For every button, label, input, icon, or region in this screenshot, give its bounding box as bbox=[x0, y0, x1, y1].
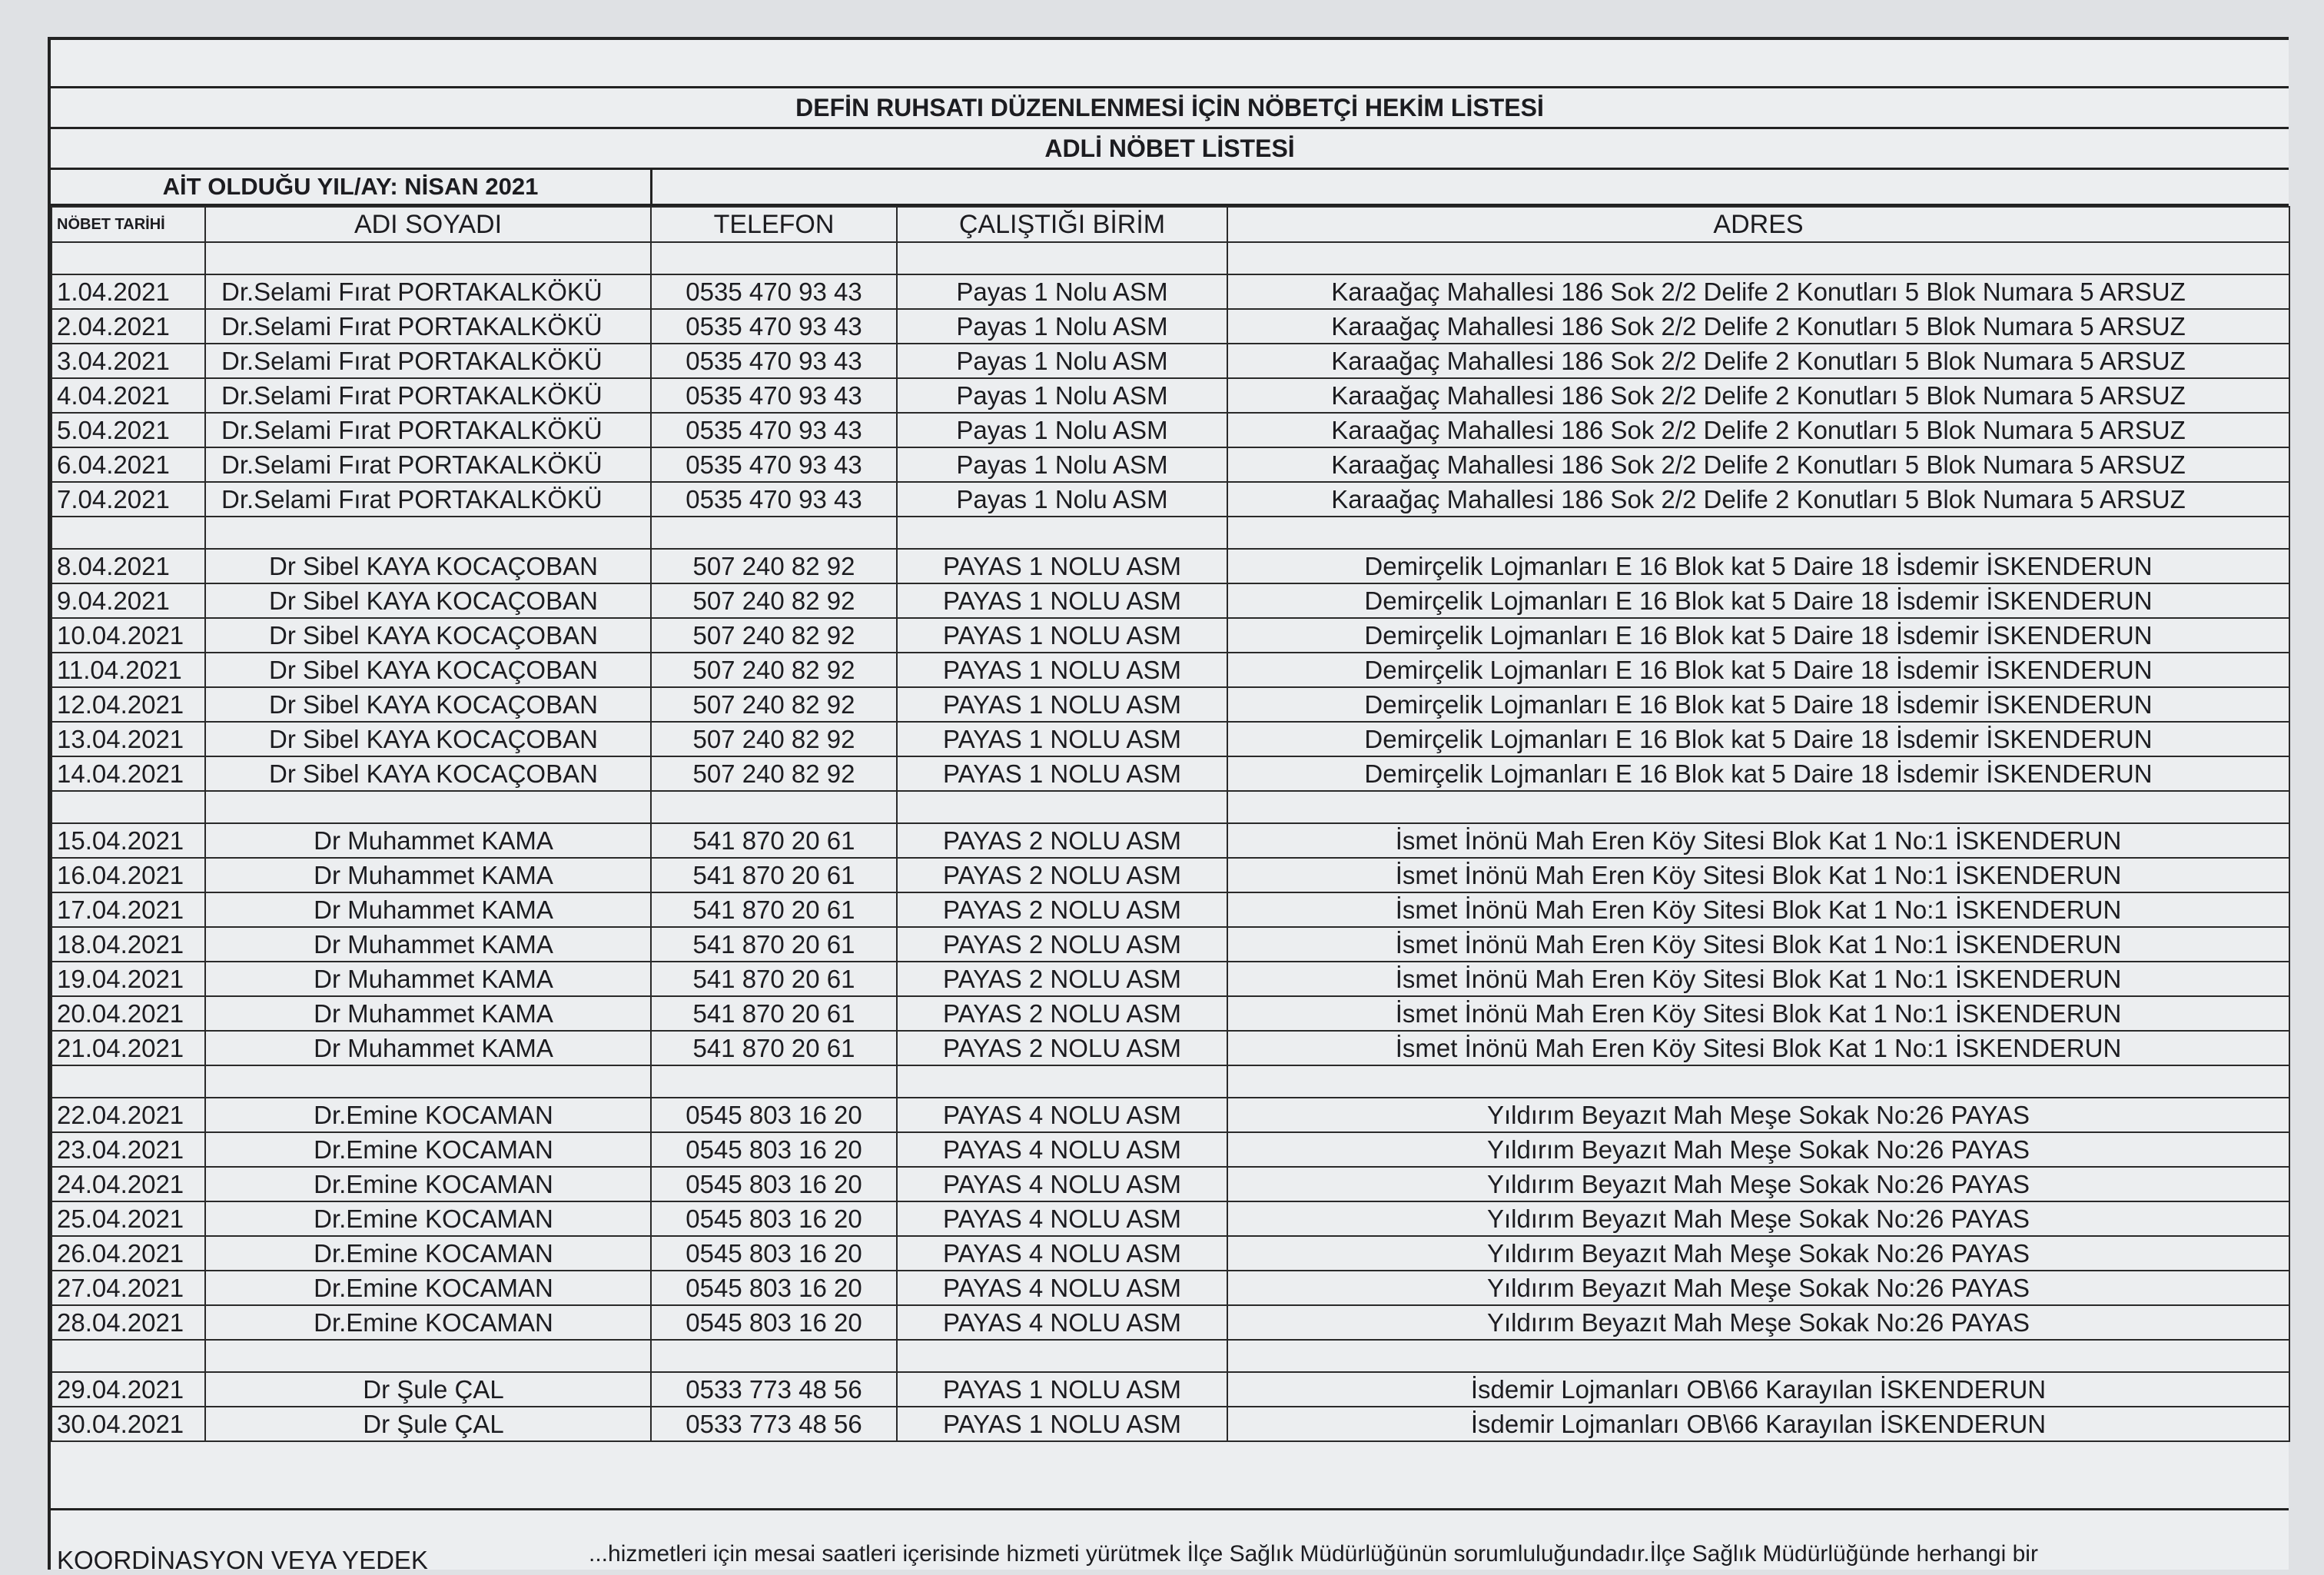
group-spacer-row bbox=[51, 242, 2289, 274]
duty-date-cell: 5.04.2021 bbox=[51, 413, 205, 447]
doctor-name-cell: Dr.Selami Fırat PORTAKALKÖKÜ bbox=[205, 482, 651, 517]
duty-table-body bbox=[51, 242, 2289, 1441]
address-cell: İsmet İnönü Mah Eren Köy Sitesi Blok Kat 1 No:1 İSKENDERUN bbox=[1227, 927, 2289, 962]
unit-cell: PAYAS 2 NOLU ASM bbox=[897, 1031, 1227, 1065]
duty-date-cell: 12.04.2021 bbox=[51, 687, 205, 722]
table-row bbox=[51, 1407, 2289, 1441]
group-spacer-row bbox=[51, 791, 2289, 823]
duty-date-cell: 16.04.2021 bbox=[51, 858, 205, 892]
coordination-label: KOORDİNASYON VEYA YEDEK bbox=[57, 1546, 428, 1574]
unit-cell: Payas 1 Nolu ASM bbox=[897, 378, 1227, 413]
unit-cell: PAYAS 4 NOLU ASM bbox=[897, 1236, 1227, 1271]
table-row bbox=[51, 858, 2289, 892]
phone-cell: 541 870 20 61 bbox=[651, 962, 897, 996]
duty-date-cell: 21.04.2021 bbox=[51, 1031, 205, 1065]
unit-cell: PAYAS 4 NOLU ASM bbox=[897, 1132, 1227, 1167]
address-cell: İsmet İnönü Mah Eren Köy Sitesi Blok Kat 1 No:1 İSKENDERUN bbox=[1227, 1031, 2289, 1065]
doctor-name-cell: Dr.Emine KOCAMAN bbox=[205, 1098, 651, 1132]
duty-date-cell: 24.04.2021 bbox=[51, 1167, 205, 1201]
doctor-name-cell: Dr.Selami Fırat PORTAKALKÖKÜ bbox=[205, 413, 651, 447]
table-row bbox=[51, 1236, 2289, 1271]
unit-cell: PAYAS 2 NOLU ASM bbox=[897, 927, 1227, 962]
unit-cell: Payas 1 Nolu ASM bbox=[897, 274, 1227, 309]
duty-date-cell: 30.04.2021 bbox=[51, 1407, 205, 1441]
table-row bbox=[51, 1167, 2289, 1201]
unit-cell: PAYAS 2 NOLU ASM bbox=[897, 962, 1227, 996]
phone-cell: 0545 803 16 20 bbox=[651, 1271, 897, 1305]
unit-cell: Payas 1 Nolu ASM bbox=[897, 309, 1227, 344]
unit-cell: PAYAS 1 NOLU ASM bbox=[897, 1407, 1227, 1441]
unit-cell: PAYAS 1 NOLU ASM bbox=[897, 722, 1227, 756]
table-row bbox=[51, 413, 2289, 447]
col-header-name: ADI SOYADI bbox=[205, 207, 651, 242]
unit-cell: PAYAS 4 NOLU ASM bbox=[897, 1201, 1227, 1236]
duty-date-cell: 23.04.2021 bbox=[51, 1132, 205, 1167]
unit-cell: PAYAS 2 NOLU ASM bbox=[897, 823, 1227, 858]
doctor-name-cell: Dr Şule ÇAL bbox=[205, 1407, 651, 1441]
col-header-unit: ÇALIŞTIĞI BİRİM bbox=[897, 207, 1227, 242]
phone-cell: 507 240 82 92 bbox=[651, 583, 897, 618]
duty-date-cell: 9.04.2021 bbox=[51, 583, 205, 618]
doctor-name-cell: Dr.Selami Fırat PORTAKALKÖKÜ bbox=[205, 447, 651, 482]
doctor-name-cell: Dr Sibel KAYA KOCAÇOBAN bbox=[205, 549, 651, 583]
doctor-name-cell: Dr Muhammet KAMA bbox=[205, 962, 651, 996]
address-cell: Karaağaç Mahallesi 186 Sok 2/2 Delife 2 Konutları 5 Blok Numara 5 ARSUZ bbox=[1227, 413, 2289, 447]
address-cell: Demirçelik Lojmanları E 16 Blok kat 5 Daire 18 İsdemir İSKENDERUN bbox=[1227, 756, 2289, 791]
period-label: AİT OLDUĞU YIL/AY: NİSAN 2021 bbox=[51, 170, 652, 204]
header-row bbox=[51, 207, 2289, 242]
empty-cell bbox=[51, 242, 205, 274]
duty-date-cell: 2.04.2021 bbox=[51, 309, 205, 344]
period-row bbox=[51, 170, 2289, 206]
phone-cell: 0545 803 16 20 bbox=[651, 1167, 897, 1201]
address-cell: Karaağaç Mahallesi 186 Sok 2/2 Delife 2 Konutları 5 Blok Numara 5 ARSUZ bbox=[1227, 482, 2289, 517]
footer-row bbox=[51, 1508, 2289, 1572]
address-cell: Yıldırım Beyazıt Mah Meşe Sokak No:26 PAYAS bbox=[1227, 1132, 2289, 1167]
empty-cell bbox=[1227, 242, 2289, 274]
address-cell: Demirçelik Lojmanları E 16 Blok kat 5 Daire 18 İsdemir İSKENDERUN bbox=[1227, 653, 2289, 687]
address-cell: Demirçelik Lojmanları E 16 Blok kat 5 Daire 18 İsdemir İSKENDERUN bbox=[1227, 687, 2289, 722]
footer-note: ...hizmetleri için mesai saatleri içerisinde hizmeti yürütmek İlçe Sağlık Müdürlüğünün sorumluluğundadır.İlçe Sağlık Müdürlüğünde herhangi bir bbox=[589, 1541, 2038, 1567]
table-row bbox=[51, 962, 2289, 996]
phone-cell: 507 240 82 92 bbox=[651, 653, 897, 687]
table-row bbox=[51, 892, 2289, 927]
phone-cell: 0545 803 16 20 bbox=[651, 1201, 897, 1236]
duty-date-cell: 19.04.2021 bbox=[51, 962, 205, 996]
table-row bbox=[51, 1098, 2289, 1132]
empty-cell bbox=[205, 1340, 651, 1372]
address-cell: İsmet İnönü Mah Eren Köy Sitesi Blok Kat 1 No:1 İSKENDERUN bbox=[1227, 858, 2289, 892]
unit-cell: PAYAS 1 NOLU ASM bbox=[897, 756, 1227, 791]
table-row bbox=[51, 823, 2289, 858]
table-row bbox=[51, 447, 2289, 482]
unit-cell: Payas 1 Nolu ASM bbox=[897, 413, 1227, 447]
doctor-name-cell: Dr Muhammet KAMA bbox=[205, 823, 651, 858]
table-row bbox=[51, 1271, 2289, 1305]
phone-cell: 0545 803 16 20 bbox=[651, 1132, 897, 1167]
phone-cell: 0535 470 93 43 bbox=[651, 482, 897, 517]
address-cell: Demirçelik Lojmanları E 16 Blok kat 5 Daire 18 İsdemir İSKENDERUN bbox=[1227, 583, 2289, 618]
empty-cell bbox=[51, 517, 205, 549]
duty-date-cell: 27.04.2021 bbox=[51, 1271, 205, 1305]
address-cell: Karaağaç Mahallesi 186 Sok 2/2 Delife 2 Konutları 5 Blok Numara 5 ARSUZ bbox=[1227, 447, 2289, 482]
address-cell: Karaağaç Mahallesi 186 Sok 2/2 Delife 2 Konutları 5 Blok Numara 5 ARSUZ bbox=[1227, 309, 2289, 344]
phone-cell: 0545 803 16 20 bbox=[651, 1098, 897, 1132]
table-row bbox=[51, 687, 2289, 722]
empty-cell bbox=[651, 242, 897, 274]
phone-cell: 0533 773 48 56 bbox=[651, 1407, 897, 1441]
doctor-name-cell: Dr Sibel KAYA KOCAÇOBAN bbox=[205, 756, 651, 791]
table-row bbox=[51, 1305, 2289, 1340]
table-row bbox=[51, 583, 2289, 618]
phone-cell: 507 240 82 92 bbox=[651, 618, 897, 653]
duty-date-cell: 22.04.2021 bbox=[51, 1098, 205, 1132]
address-cell: Yıldırım Beyazıt Mah Meşe Sokak No:26 PAYAS bbox=[1227, 1098, 2289, 1132]
phone-cell: 0535 470 93 43 bbox=[651, 378, 897, 413]
table-row bbox=[51, 549, 2289, 583]
table-row bbox=[51, 378, 2289, 413]
unit-cell: PAYAS 1 NOLU ASM bbox=[897, 687, 1227, 722]
address-cell: Demirçelik Lojmanları E 16 Blok kat 5 Daire 18 İsdemir İSKENDERUN bbox=[1227, 722, 2289, 756]
duty-date-cell: 10.04.2021 bbox=[51, 618, 205, 653]
empty-cell bbox=[205, 791, 651, 823]
duty-date-cell: 1.04.2021 bbox=[51, 274, 205, 309]
address-cell: İsmet İnönü Mah Eren Köy Sitesi Blok Kat 1 No:1 İSKENDERUN bbox=[1227, 823, 2289, 858]
empty-cell bbox=[651, 1065, 897, 1098]
unit-cell: PAYAS 4 NOLU ASM bbox=[897, 1305, 1227, 1340]
table-row bbox=[51, 618, 2289, 653]
doctor-name-cell: Dr Sibel KAYA KOCAÇOBAN bbox=[205, 618, 651, 653]
address-cell: Yıldırım Beyazıt Mah Meşe Sokak No:26 PAYAS bbox=[1227, 1167, 2289, 1201]
address-cell: Demirçelik Lojmanları E 16 Blok kat 5 Daire 18 İsdemir İSKENDERUN bbox=[1227, 618, 2289, 653]
phone-cell: 541 870 20 61 bbox=[651, 823, 897, 858]
phone-cell: 507 240 82 92 bbox=[651, 687, 897, 722]
empty-cell bbox=[897, 791, 1227, 823]
phone-cell: 541 870 20 61 bbox=[651, 1031, 897, 1065]
duty-date-cell: 17.04.2021 bbox=[51, 892, 205, 927]
phone-cell: 0535 470 93 43 bbox=[651, 344, 897, 378]
document-subtitle: ADLİ NÖBET LİSTESİ bbox=[51, 129, 2289, 170]
col-header-phone: TELEFON bbox=[651, 207, 897, 242]
address-cell: Yıldırım Beyazıt Mah Meşe Sokak No:26 PAYAS bbox=[1227, 1271, 2289, 1305]
top-blank-row bbox=[51, 40, 2289, 88]
duty-date-cell: 18.04.2021 bbox=[51, 927, 205, 962]
doctor-name-cell: Dr Muhammet KAMA bbox=[205, 1031, 651, 1065]
address-cell: İsmet İnönü Mah Eren Köy Sitesi Blok Kat 1 No:1 İSKENDERUN bbox=[1227, 962, 2289, 996]
doctor-name-cell: Dr.Emine KOCAMAN bbox=[205, 1201, 651, 1236]
phone-cell: 541 870 20 61 bbox=[651, 858, 897, 892]
phone-cell: 0535 470 93 43 bbox=[651, 447, 897, 482]
phone-cell: 541 870 20 61 bbox=[651, 892, 897, 927]
doctor-name-cell: Dr Şule ÇAL bbox=[205, 1372, 651, 1407]
duty-date-cell: 13.04.2021 bbox=[51, 722, 205, 756]
unit-cell: PAYAS 1 NOLU ASM bbox=[897, 583, 1227, 618]
phone-cell: 0545 803 16 20 bbox=[651, 1236, 897, 1271]
empty-cell bbox=[897, 242, 1227, 274]
unit-cell: PAYAS 1 NOLU ASM bbox=[897, 653, 1227, 687]
empty-cell bbox=[51, 1340, 205, 1372]
phone-cell: 0535 470 93 43 bbox=[651, 274, 897, 309]
empty-cell bbox=[51, 1065, 205, 1098]
address-cell: Yıldırım Beyazıt Mah Meşe Sokak No:26 PAYAS bbox=[1227, 1236, 2289, 1271]
unit-cell: PAYAS 1 NOLU ASM bbox=[897, 618, 1227, 653]
empty-cell bbox=[205, 517, 651, 549]
phone-cell: 507 240 82 92 bbox=[651, 549, 897, 583]
doctor-name-cell: Dr Sibel KAYA KOCAÇOBAN bbox=[205, 653, 651, 687]
phone-cell: 541 870 20 61 bbox=[651, 996, 897, 1031]
address-cell: İsdemir Lojmanları OB\66 Karayılan İSKENDERUN bbox=[1227, 1372, 2289, 1407]
doctor-name-cell: Dr.Selami Fırat PORTAKALKÖKÜ bbox=[205, 378, 651, 413]
address-cell: Karaağaç Mahallesi 186 Sok 2/2 Delife 2 Konutları 5 Blok Numara 5 ARSUZ bbox=[1227, 274, 2289, 309]
empty-cell bbox=[1227, 517, 2289, 549]
empty-cell bbox=[651, 1340, 897, 1372]
duty-table bbox=[51, 206, 2290, 1442]
table-row bbox=[51, 653, 2289, 687]
unit-cell: PAYAS 4 NOLU ASM bbox=[897, 1167, 1227, 1201]
unit-cell: PAYAS 4 NOLU ASM bbox=[897, 1271, 1227, 1305]
empty-cell bbox=[651, 517, 897, 549]
unit-cell: Payas 1 Nolu ASM bbox=[897, 447, 1227, 482]
duty-date-cell: 25.04.2021 bbox=[51, 1201, 205, 1236]
phone-cell: 507 240 82 92 bbox=[651, 756, 897, 791]
table-row bbox=[51, 482, 2289, 517]
doctor-name-cell: Dr.Emine KOCAMAN bbox=[205, 1271, 651, 1305]
table-row bbox=[51, 927, 2289, 962]
empty-cell bbox=[51, 791, 205, 823]
duty-date-cell: 11.04.2021 bbox=[51, 653, 205, 687]
empty-cell bbox=[1227, 1065, 2289, 1098]
unit-cell: PAYAS 1 NOLU ASM bbox=[897, 549, 1227, 583]
empty-cell bbox=[897, 517, 1227, 549]
phone-cell: 507 240 82 92 bbox=[651, 722, 897, 756]
address-cell: Karaağaç Mahallesi 186 Sok 2/2 Delife 2 Konutları 5 Blok Numara 5 ARSUZ bbox=[1227, 344, 2289, 378]
unit-cell: PAYAS 2 NOLU ASM bbox=[897, 996, 1227, 1031]
address-cell: Karaağaç Mahallesi 186 Sok 2/2 Delife 2 Konutları 5 Blok Numara 5 ARSUZ bbox=[1227, 378, 2289, 413]
phone-cell: 0535 470 93 43 bbox=[651, 309, 897, 344]
doctor-name-cell: Dr.Selami Fırat PORTAKALKÖKÜ bbox=[205, 309, 651, 344]
address-cell: Demirçelik Lojmanları E 16 Blok kat 5 Daire 18 İsdemir İSKENDERUN bbox=[1227, 549, 2289, 583]
doctor-name-cell: Dr.Selami Fırat PORTAKALKÖKÜ bbox=[205, 274, 651, 309]
col-header-address: ADRES bbox=[1227, 207, 2289, 242]
doctor-name-cell: Dr Muhammet KAMA bbox=[205, 858, 651, 892]
document-title: DEFİN RUHSATI DÜZENLENMESİ İÇİN NÖBETÇİ HEKİM LİSTESİ bbox=[51, 88, 2289, 129]
duty-date-cell: 29.04.2021 bbox=[51, 1372, 205, 1407]
group-spacer-row bbox=[51, 1065, 2289, 1098]
table-row bbox=[51, 309, 2289, 344]
address-cell: İsmet İnönü Mah Eren Köy Sitesi Blok Kat 1 No:1 İSKENDERUN bbox=[1227, 996, 2289, 1031]
doctor-name-cell: Dr Sibel KAYA KOCAÇOBAN bbox=[205, 687, 651, 722]
unit-cell: Payas 1 Nolu ASM bbox=[897, 344, 1227, 378]
unit-cell: PAYAS 4 NOLU ASM bbox=[897, 1098, 1227, 1132]
doctor-name-cell: Dr.Emine KOCAMAN bbox=[205, 1305, 651, 1340]
doctor-name-cell: Dr Sibel KAYA KOCAÇOBAN bbox=[205, 583, 651, 618]
address-cell: İsdemir Lojmanları OB\66 Karayılan İSKENDERUN bbox=[1227, 1407, 2289, 1441]
phone-cell: 0545 803 16 20 bbox=[651, 1305, 897, 1340]
duty-date-cell: 14.04.2021 bbox=[51, 756, 205, 791]
duty-date-cell: 26.04.2021 bbox=[51, 1236, 205, 1271]
doctor-name-cell: Dr Muhammet KAMA bbox=[205, 892, 651, 927]
duty-date-cell: 4.04.2021 bbox=[51, 378, 205, 413]
doctor-name-cell: Dr.Emine KOCAMAN bbox=[205, 1236, 651, 1271]
table-row bbox=[51, 344, 2289, 378]
group-spacer-row bbox=[51, 517, 2289, 549]
unit-cell: PAYAS 2 NOLU ASM bbox=[897, 858, 1227, 892]
table-row bbox=[51, 756, 2289, 791]
col-header-date: NÖBET TARİHİ bbox=[51, 207, 205, 242]
doctor-name-cell: Dr Sibel KAYA KOCAÇOBAN bbox=[205, 722, 651, 756]
duty-date-cell: 6.04.2021 bbox=[51, 447, 205, 482]
unit-cell: Payas 1 Nolu ASM bbox=[897, 482, 1227, 517]
unit-cell: PAYAS 1 NOLU ASM bbox=[897, 1372, 1227, 1407]
group-spacer-row bbox=[51, 1340, 2289, 1372]
empty-cell bbox=[205, 1065, 651, 1098]
table-row bbox=[51, 1372, 2289, 1407]
table-row bbox=[51, 274, 2289, 309]
empty-cell bbox=[1227, 791, 2289, 823]
address-cell: İsmet İnönü Mah Eren Köy Sitesi Blok Kat 1 No:1 İSKENDERUN bbox=[1227, 892, 2289, 927]
address-cell: Yıldırım Beyazıt Mah Meşe Sokak No:26 PAYAS bbox=[1227, 1305, 2289, 1340]
doctor-name-cell: Dr.Emine KOCAMAN bbox=[205, 1167, 651, 1201]
table-row bbox=[51, 1031, 2289, 1065]
address-cell: Yıldırım Beyazıt Mah Meşe Sokak No:26 PAYAS bbox=[1227, 1201, 2289, 1236]
doctor-name-cell: Dr Muhammet KAMA bbox=[205, 927, 651, 962]
empty-cell bbox=[1227, 1340, 2289, 1372]
table-row bbox=[51, 996, 2289, 1031]
duty-date-cell: 20.04.2021 bbox=[51, 996, 205, 1031]
empty-cell bbox=[897, 1340, 1227, 1372]
phone-cell: 0535 470 93 43 bbox=[651, 413, 897, 447]
empty-cell bbox=[651, 791, 897, 823]
doctor-name-cell: Dr.Selami Fırat PORTAKALKÖKÜ bbox=[205, 344, 651, 378]
duty-date-cell: 7.04.2021 bbox=[51, 482, 205, 517]
document-sheet bbox=[48, 37, 2289, 1574]
table-row bbox=[51, 722, 2289, 756]
empty-cell bbox=[205, 242, 651, 274]
duty-date-cell: 3.04.2021 bbox=[51, 344, 205, 378]
phone-cell: 541 870 20 61 bbox=[651, 927, 897, 962]
unit-cell: PAYAS 2 NOLU ASM bbox=[897, 892, 1227, 927]
duty-date-cell: 8.04.2021 bbox=[51, 549, 205, 583]
duty-date-cell: 28.04.2021 bbox=[51, 1305, 205, 1340]
table-row bbox=[51, 1201, 2289, 1236]
doctor-name-cell: Dr Muhammet KAMA bbox=[205, 996, 651, 1031]
doctor-name-cell: Dr.Emine KOCAMAN bbox=[205, 1132, 651, 1167]
empty-cell bbox=[897, 1065, 1227, 1098]
duty-date-cell: 15.04.2021 bbox=[51, 823, 205, 858]
table-row bbox=[51, 1132, 2289, 1167]
phone-cell: 0533 773 48 56 bbox=[651, 1372, 897, 1407]
